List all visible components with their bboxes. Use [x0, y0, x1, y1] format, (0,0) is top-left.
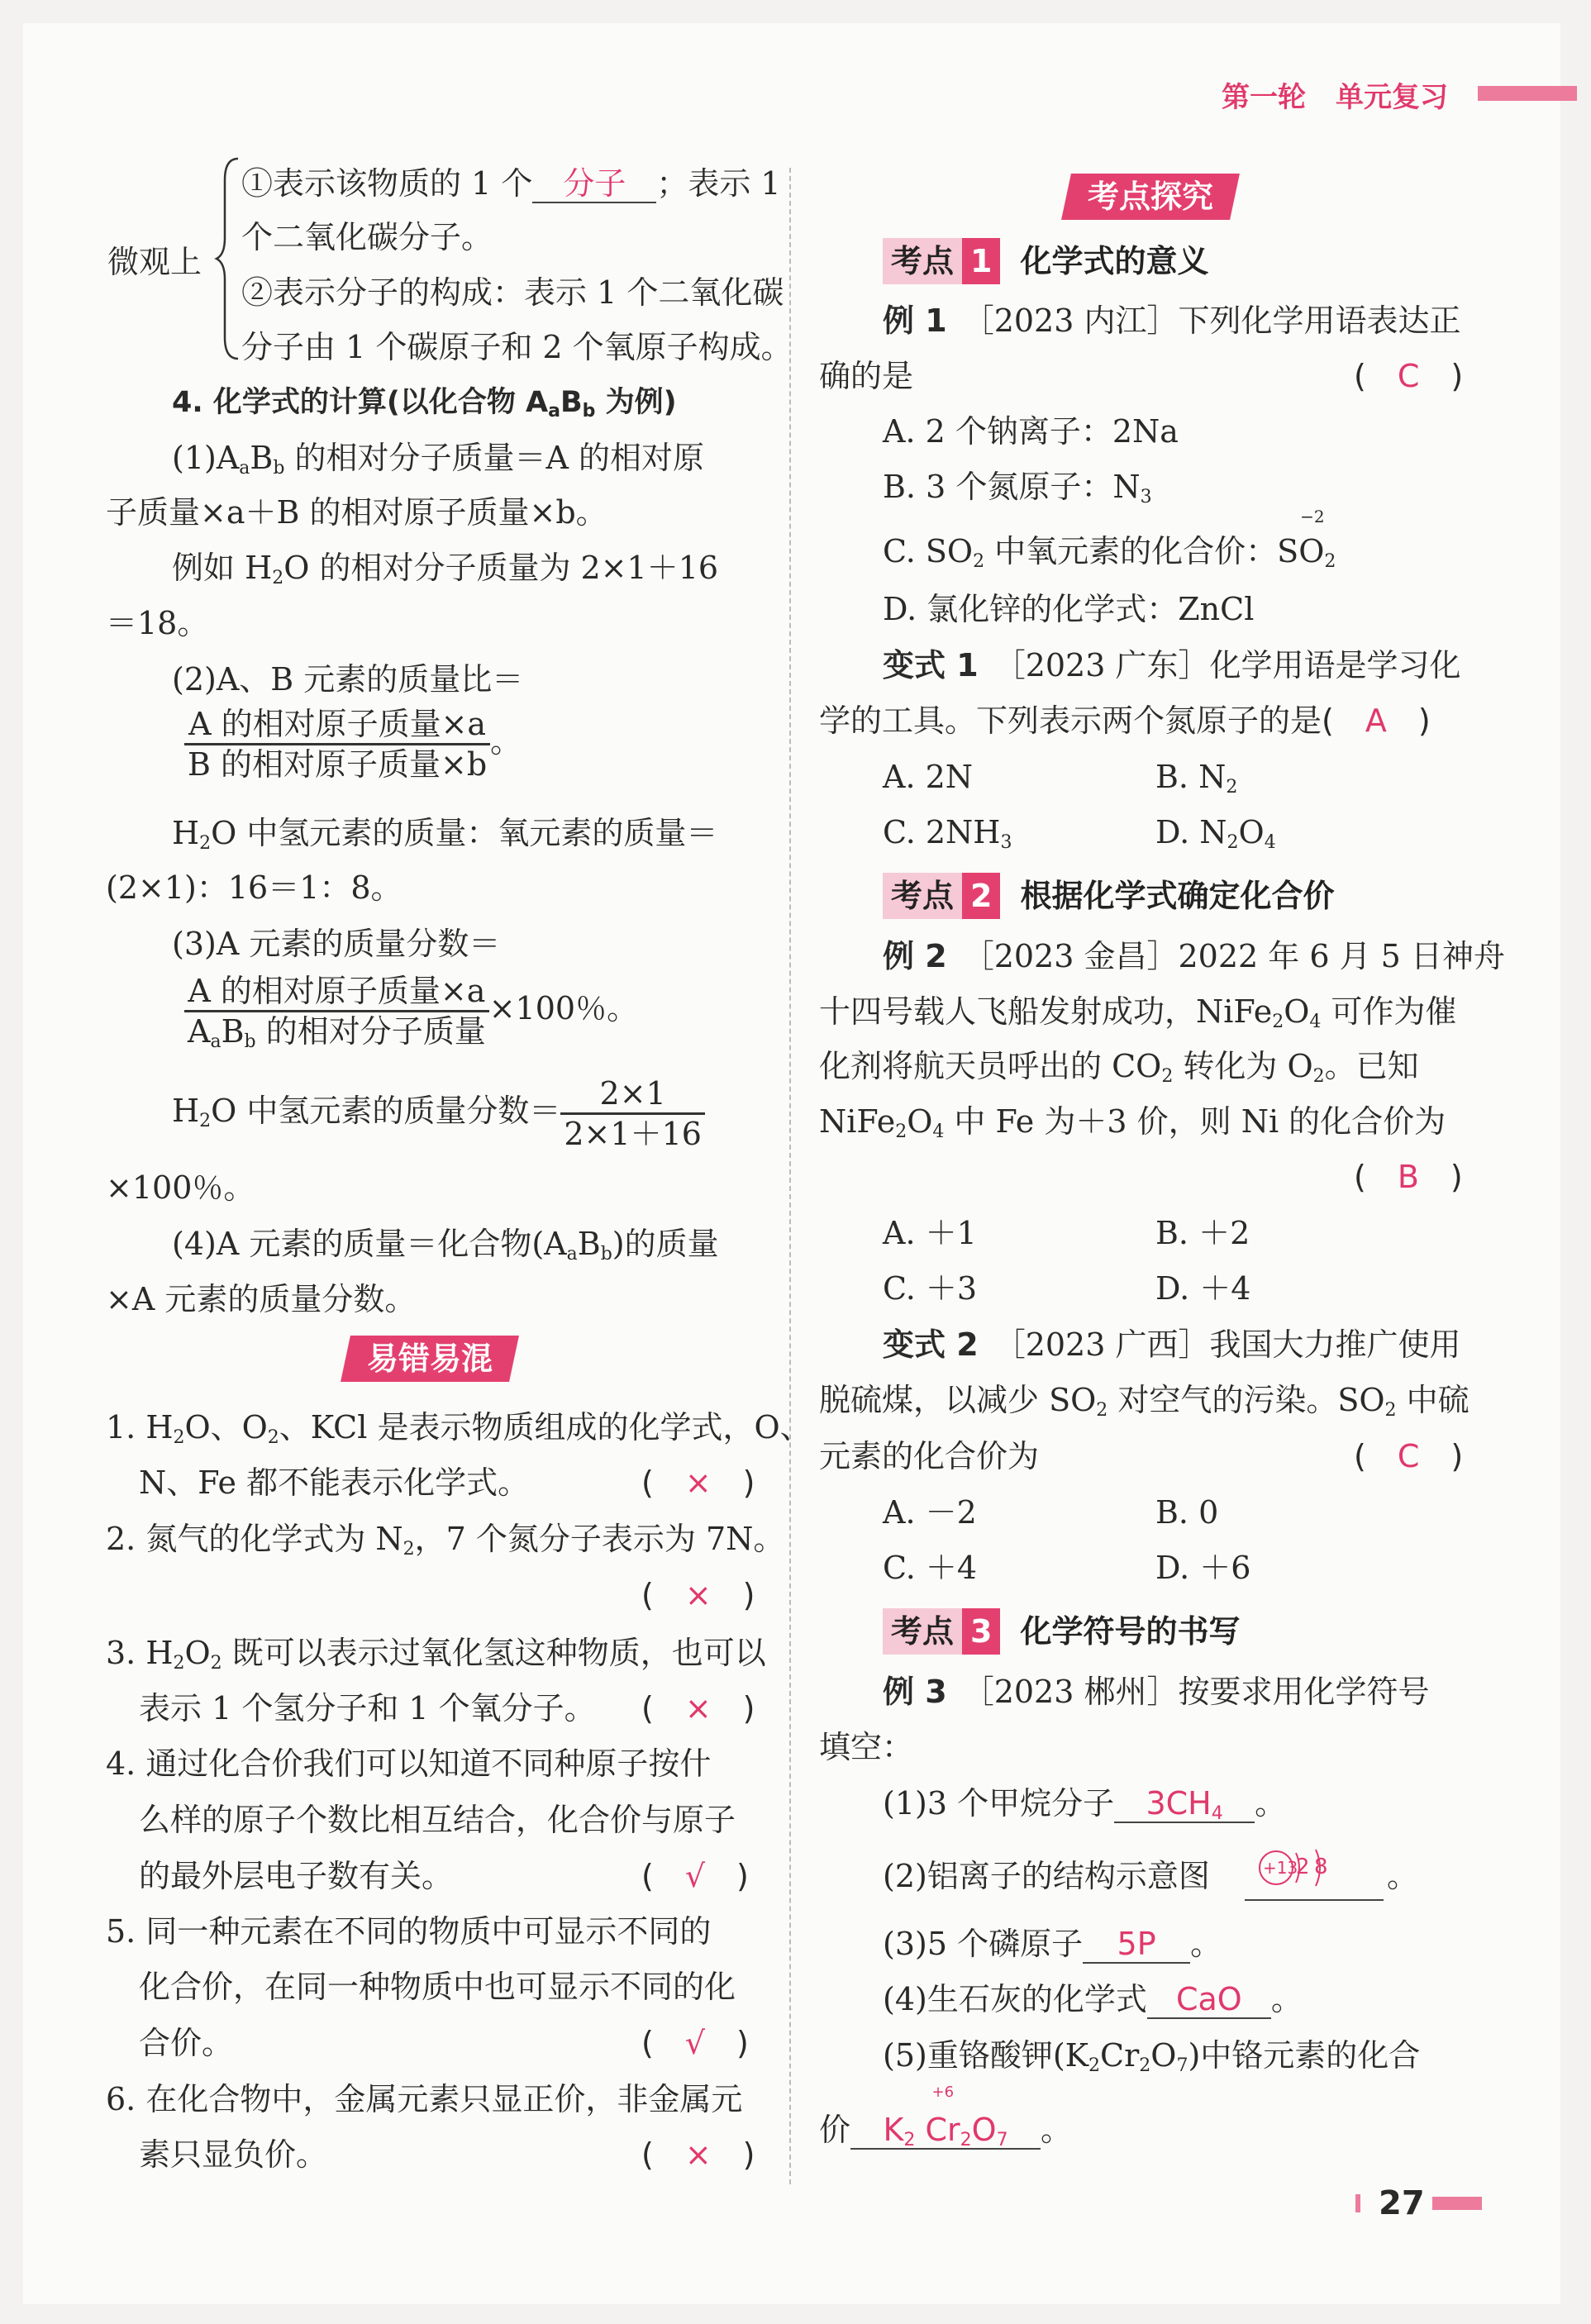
calc3-fraction: $\frac{\text{A 的相对原子质量×a}}{A_aB_b 的相对分子质量}$ ×100％。 [184, 972, 638, 1050]
micro-b2-line2: 分子由 1 个碳原子和 2 个氧原子构成。 [241, 329, 793, 365]
page-number-accent [1432, 2197, 1482, 2210]
q1-answer-paren: ( × ) [641, 1464, 755, 1501]
example1-option-c: C. $SO_2$ 中氧元素的化合价： −2 $SO_2$ [883, 507, 1336, 572]
q6-line2: 素只显负价。 [139, 2136, 328, 2173]
example1-option-a: A. 2 个钠离子：2Na [883, 413, 1179, 450]
kaodian-3-heading: 考点 3 化学符号的书写 [883, 1608, 1240, 1655]
example3-item5-line1: (5)重铬酸钾$(K_2Cr_2O_7)$中铬元素的化合 [883, 2037, 1421, 2076]
calc3-line1: (3)A 元素的质量分数＝ [172, 926, 501, 962]
q6-answer-paren: ( × ) [641, 2136, 755, 2173]
calc3-example-line1: $H_2O$ 中氢元素的质量分数＝ $\frac{2\times 1}{2\times 1+16}$ [172, 1074, 705, 1153]
micro-label: 微观上 [107, 244, 202, 280]
calc2-fraction: $\frac{\text{A 的相对原子质量×a}}{\text{B 的相对原子质量×b}}$ 。 [184, 705, 522, 783]
q4-line1: 4. 通过化合价我们可以知道不同种原子按什 [106, 1745, 712, 1782]
header-part2: 单元复习 [1336, 81, 1448, 114]
calc2-example-line2: (2×1)：16＝1：8。 [106, 869, 403, 906]
q3-line2: 表示 1 个氢分子和 1 个氧分子。 [139, 1690, 596, 1726]
variant1-line2: 学的工具。下列表示两个氮原子的是( A ) [819, 702, 1431, 739]
example3-line2: 填空： [819, 1729, 914, 1765]
example3-item2: (2)铝离子的结构示意图 [883, 1858, 1210, 1894]
variant2-option-a: A. －2 [883, 1494, 977, 1531]
calc2-line1: (2)A、B 元素的质量比＝ [172, 661, 524, 698]
calc-title: 4. 化学式的计算(以化合物 $A_aB_b$ 为例) [172, 386, 677, 421]
example2-line3: 化剂将航天员呼出的 $CO_2$ 转化为 $O_2$。已知 [819, 1048, 1419, 1087]
q2-line1: 2. 氮气的化学式为 $N_2$，7 个氮分子表示为 7N。 [106, 1521, 785, 1560]
q6-line1: 6. 在化合物中，金属元素只显正价，非金属元 [106, 2081, 743, 2117]
example3-item2-period: 。 [1387, 1858, 1419, 1894]
q5-answer-paren: ( √ ) [641, 2025, 749, 2061]
q5-line1: 5. 同一种元素在不同的物质中可显示不同的 [106, 1913, 712, 1950]
q4-line3: 的最外层电子数有关。 [139, 1858, 454, 1894]
example3-line1: 例 3 ［2023 郴州］按要求用化学符号 [883, 1674, 1430, 1710]
header-accent-bar [1478, 86, 1577, 101]
calc2-frac: $\frac{\text{A 的相对原子质量×a}}{\text{B 的相对原子质量×b}}$ [184, 705, 490, 783]
example1-option-d: D. 氯化锌的化学式：ZnCl [883, 591, 1255, 627]
example2-option-d: D. ＋4 [1155, 1270, 1251, 1307]
q4-line2: 么样的原子个数比相互结合，化合价与原子 [139, 1802, 736, 1838]
q2-answer-paren: ( × ) [641, 1577, 755, 1613]
example1-line1: 例 1 ［2023 内江］下列化学用语表达正 [883, 302, 1461, 339]
q3-answer-paren: ( × ) [641, 1690, 755, 1726]
column-divider [789, 168, 791, 2184]
calc1-line2: 子质量×a＋B 的相对原子质量×b。 [106, 494, 607, 531]
q5-line2: 化合价，在同一种物质中也可显示不同的化 [139, 1969, 736, 2005]
calc3-example-frac: $\frac{2\times 1}{2\times 1+16}$ [560, 1074, 705, 1153]
banner-errors: 易错易混 [341, 1336, 519, 1382]
variant2-line1: 变式 2 ［2023 广西］我国大力推广使用 [883, 1326, 1461, 1363]
variant1-option-d: D. $N_2O_4$ [1155, 814, 1276, 853]
example3-item5-line2: 价 $K_2$ +6 $Cr_2O_7$ 。 [819, 2084, 1073, 2150]
micro-b1: ①表示该物质的 1 个 分子 ；表示 1 [241, 165, 781, 202]
header-part1: 第一轮 [1222, 81, 1306, 114]
micro-b1-line2: 个二氧化碳分子。 [241, 219, 493, 255]
q1-line1: 1. $H_2O$、$O_2$、KCl 是表示物质组成的化学式，O、 [106, 1409, 812, 1448]
example1-line2: 确的是 [819, 358, 914, 394]
calc3-frac: $\frac{\text{A 的相对原子质量×a}}{A_aB_b 的相对分子质量}$ [184, 972, 489, 1050]
example2-answer-paren: ( B ) [1354, 1159, 1463, 1195]
aluminum-ion-diagram: +13 2 8 [1245, 1841, 1384, 1901]
e31-answer: $3CH_4$ [1114, 1785, 1255, 1823]
calc1-example-line2: ＝18。 [106, 605, 209, 641]
kaodian-2-heading: 考点 2 根据化学式确定化合价 [883, 873, 1334, 919]
example3-item1: (1)3 个甲烷分子 $3CH_4$ 。 [883, 1785, 1287, 1824]
calc2-example-line1: $H_2O$ 中氢元素的质量：氧元素的质量＝ [172, 815, 718, 854]
page [23, 23, 1560, 2304]
variant2-line2: 脱硫煤，以减少 $SO_2$ 对空气的污染。$SO_2$ 中硫 [819, 1382, 1470, 1421]
e35-answer: $K_2$ +6 $Cr_2O_7$ [850, 2112, 1041, 2150]
variant1-option-c: C. $2NH_3$ [883, 814, 1012, 853]
example2-line2: 十四号载人飞船发射成功，$NiFe_2O_4$ 可作为催 [819, 993, 1457, 1032]
variant1-option-a: A. 2N [883, 759, 974, 795]
variant2-line3: 元素的化合价为 [819, 1438, 1040, 1474]
q3-line1: 3. $H_2O_2$ 既可以表示过氧化氢这种物质，也可以 [106, 1635, 766, 1674]
example1-answer-paren: ( C ) [1354, 358, 1464, 394]
q5-line3: 合价。 [139, 2025, 234, 2061]
variant1-line1: 变式 1 ［2023 广东］化学用语是学习化 [883, 647, 1461, 683]
example3-item4: (4)生石灰的化学式 CaO 。 [883, 1981, 1303, 2017]
variant2-answer-paren: ( C ) [1354, 1438, 1464, 1474]
calc3-example-line2: ×100％。 [106, 1169, 255, 1206]
variant1-option-b: B. $N_2$ [1155, 759, 1238, 798]
q4-answer-paren: ( √ ) [641, 1858, 749, 1894]
kaodian-1-heading: 考点 1 化学式的意义 [883, 238, 1208, 284]
example1-option-b: B. 3 个氮原子：$N_3$ [883, 469, 1152, 507]
calc1-line1: $(1)A_aB_b$ 的相对分子质量＝A 的相对原 [172, 440, 705, 479]
calc4-line1: (4)A 元素的质量＝化合物$(A_aB_b)$的质量 [172, 1226, 719, 1264]
example3-item3: (3)5 个磷原子 5P 。 [883, 1926, 1222, 1962]
page-number-mark [1355, 2194, 1360, 2212]
example2-option-c: C. ＋3 [883, 1270, 978, 1307]
b1-answer: 分子 [532, 165, 656, 203]
example2-line4: $NiFe_2O_4$ 中 Fe 为＋3 价，则 Ni 的化合价为 [819, 1103, 1446, 1142]
example2-option-b: B. ＋2 [1155, 1215, 1250, 1251]
example2-line1: 例 2 ［2023 金昌］2022 年 6 月 5 日神舟 [883, 938, 1505, 974]
micro-b2-line1: ②表示分子的构成：表示 1 个二氧化碳 [241, 274, 784, 311]
brace [213, 155, 241, 362]
example2-option-a: A. ＋1 [883, 1215, 977, 1251]
calc1-example-line1: 例如 $H_2O$ 的相对分子质量为 2×1＋16 [172, 550, 719, 588]
page-number: 27 [1379, 2184, 1425, 2222]
variant2-option-d: D. ＋6 [1155, 1550, 1251, 1586]
calc4-line2: ×A 元素的质量分数。 [106, 1281, 417, 1317]
variant2-option-c: C. ＋4 [883, 1550, 978, 1586]
banner-exam-points: 考点探究 [1061, 174, 1240, 220]
variant2-option-b: B. 0 [1155, 1494, 1219, 1531]
q1-line2: N、Fe 都不能表示化学式。 [139, 1464, 530, 1501]
